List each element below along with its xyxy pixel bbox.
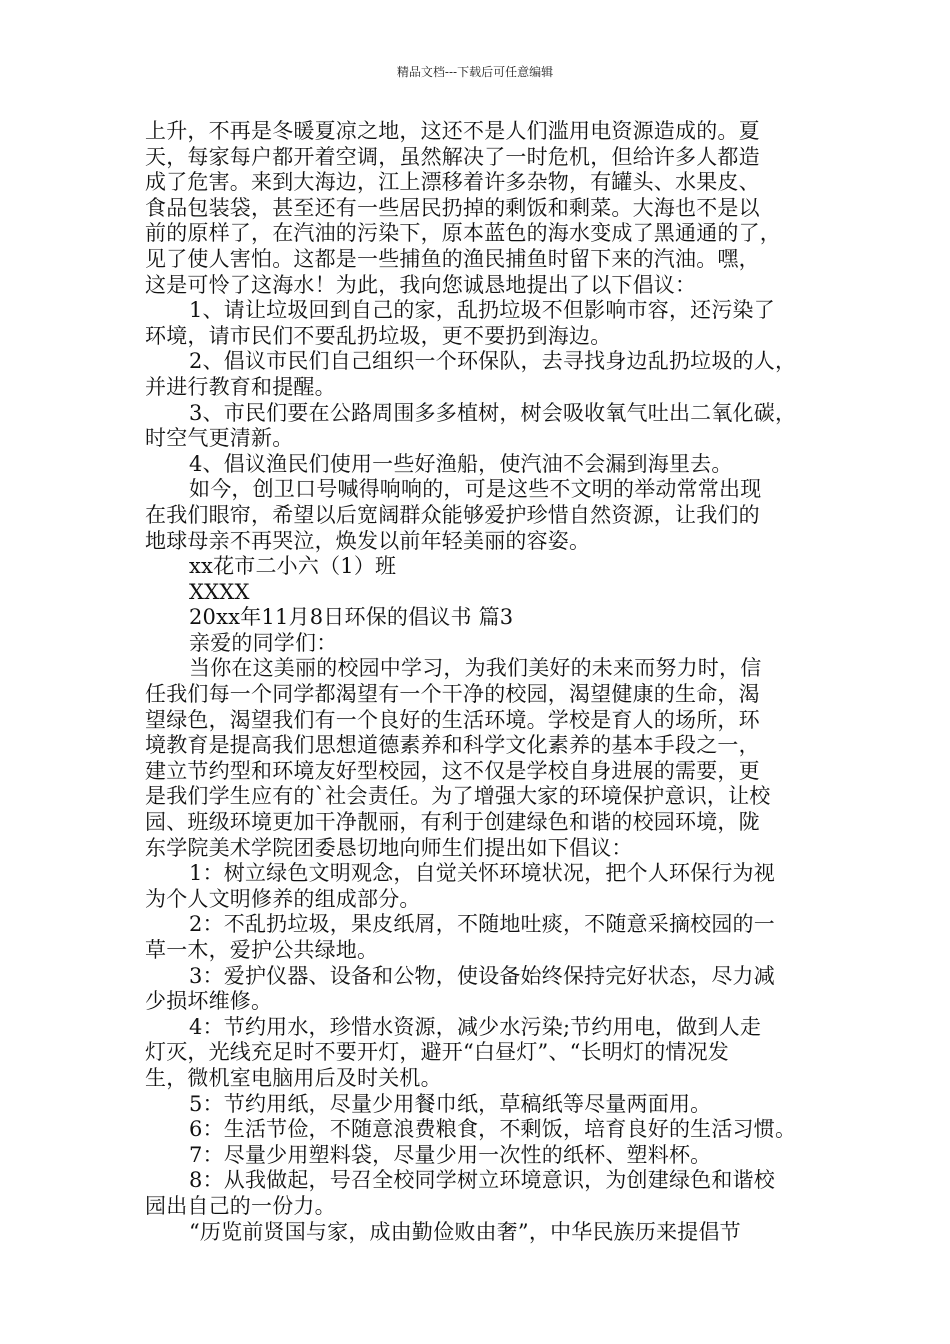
text-line: 望绿色，渴望我们有一个良好的生活环境。学校是育人的场所，环 xyxy=(145,707,760,732)
text-line: 地球母亲不再哭泣，焕发以前年轻美丽的容姿。 xyxy=(145,528,591,553)
text-line: 1：树立绿色文明观念，自觉关怀环境状况，把个人环保行为视 xyxy=(189,861,775,886)
text-line: 少损坏维修。 xyxy=(145,989,273,1014)
text-line: 为个人文明修养的组成部分。 xyxy=(145,886,421,911)
text-line: 境教育是提高我们思想道德素养和科学文化素养的基本手段之一， xyxy=(145,733,760,758)
text-line: 3、市民们要在公路周围多多植树，树会吸收氧气吐出二氧化碳， xyxy=(189,400,797,425)
text-line: 2：不乱扔垃圾，果皮纸屑，不随地吐痰，不随意采摘校园的一 xyxy=(189,912,775,937)
document-body xyxy=(145,119,815,1245)
text-line: 灯灭，光线充足时不要开灯，避开“白昼灯”、“长明灯的情况发 xyxy=(145,1040,730,1065)
text-line: 4：节约用水，珍惜水资源，减少水污染;节约用电，做到人走 xyxy=(189,1014,762,1039)
signature-line: xx花市二小六（1）班 xyxy=(189,554,397,579)
text-line: 4、倡议渔民们使用一些好渔船，使汽油不会漏到海里去。 xyxy=(189,451,733,476)
text-line: 在我们眼帘，希望以后宽阔群众能够爱护珍惜自然资源，让我们的 xyxy=(145,502,760,527)
text-line: 食品包装袋，甚至还有一些居民扔掉的剩饭和剩菜。大海也不是以 xyxy=(145,195,760,220)
text-line: 7：尽量少用塑料袋，尽量少用一次性的纸杯、塑料杯。 xyxy=(189,1142,712,1167)
text-line: “历览前贤国与家，成由勤俭败由奢”，中华民族历来提倡节 xyxy=(189,1219,741,1244)
text-line: 1、请让垃圾回到自己的家，乱扔垃圾不但影响市容，还污染了 xyxy=(189,298,775,323)
text-line: 任我们每一个同学都渴望有一个干净的校园，渴望健康的生命，渴 xyxy=(145,682,760,707)
text-line: 上升，不再是冬暖夏凉之地，这还不是人们滥用电资源造成的。夏 xyxy=(145,119,760,143)
text-line: 6：生活节俭，不随意浪费粮食，不剩饭，培育良好的生活习惯。 xyxy=(189,1117,797,1142)
text-line: 并进行教育和提醒。 xyxy=(145,374,336,399)
text-line: 生，微机室电脑用后及时关机。 xyxy=(145,1065,442,1090)
signature-line: XXXX xyxy=(189,579,250,604)
text-line: 3：爱护仪器、设备和公物，使设备始终保持完好状态，尽力减 xyxy=(189,963,775,988)
salutation: 亲爱的同学们： xyxy=(189,630,338,655)
text-line: 2、倡议市民们自己组织一个环保队，去寻找身边乱扔垃圾的人， xyxy=(189,349,797,374)
text-line: 草一木，爱护公共绿地。 xyxy=(145,938,379,962)
text-line: 天，每家每户都开着空调，虽然解决了一时危机，但给许多人都造 xyxy=(145,144,760,169)
text-line: 建立节约型和环境友好型校园，这不仅是学校自身进展的需要，更 xyxy=(145,758,760,783)
text-line: 成了危害。来到大海边，江上漂移着许多杂物，有罐头、水果皮、 xyxy=(145,170,760,195)
text-line: 8：从我做起，号召全校同学树立环境意识，为创建绿色和谐校 xyxy=(189,1168,775,1193)
text-line: 园出自己的一份力。 xyxy=(145,1193,336,1218)
text-line: 如今，创卫口号喊得响响的，可是这些不文明的举动常常出现 xyxy=(189,477,762,502)
text-line: 5：节约用纸，尽量少用餐巾纸，草稿纸等尽量两面用。 xyxy=(189,1091,712,1116)
text-line: 园、班级环境更加干净靓丽，有利于创建绿色和谐的校园环境，陇 xyxy=(145,810,760,835)
section-title: 20xx年11月8日环保的倡议书 篇3 xyxy=(189,605,514,630)
text-line: 环境，请市民们不要乱扔垃圾，更不要扔到海边。 xyxy=(145,323,612,348)
text-line: 东学院美术学院团委恳切地向师生们提出如下倡议： xyxy=(145,835,633,860)
text-line: 见了使人害怕。这都是一些捕鱼的渔民捕鱼时留下来的汽油。嘿， xyxy=(145,246,760,271)
text-line: 时空气更清新。 xyxy=(145,426,294,451)
page-header: 精品文档---下载后可任意编辑 xyxy=(396,65,554,79)
text-line: 当你在这美丽的校园中学习，为我们美好的未来而努力时，信 xyxy=(189,656,762,681)
text-line: 前的原样了，在汽油的污染下，原本蓝色的海水变成了黑通通的了， xyxy=(145,221,781,246)
text-line: 这是可怜了这海水！为此，我向您诚恳地提出了以下倡议： xyxy=(145,272,697,297)
text-line: 是我们学生应有的`社会责任。为了增强大家的环境保护意识，让校 xyxy=(145,784,771,809)
